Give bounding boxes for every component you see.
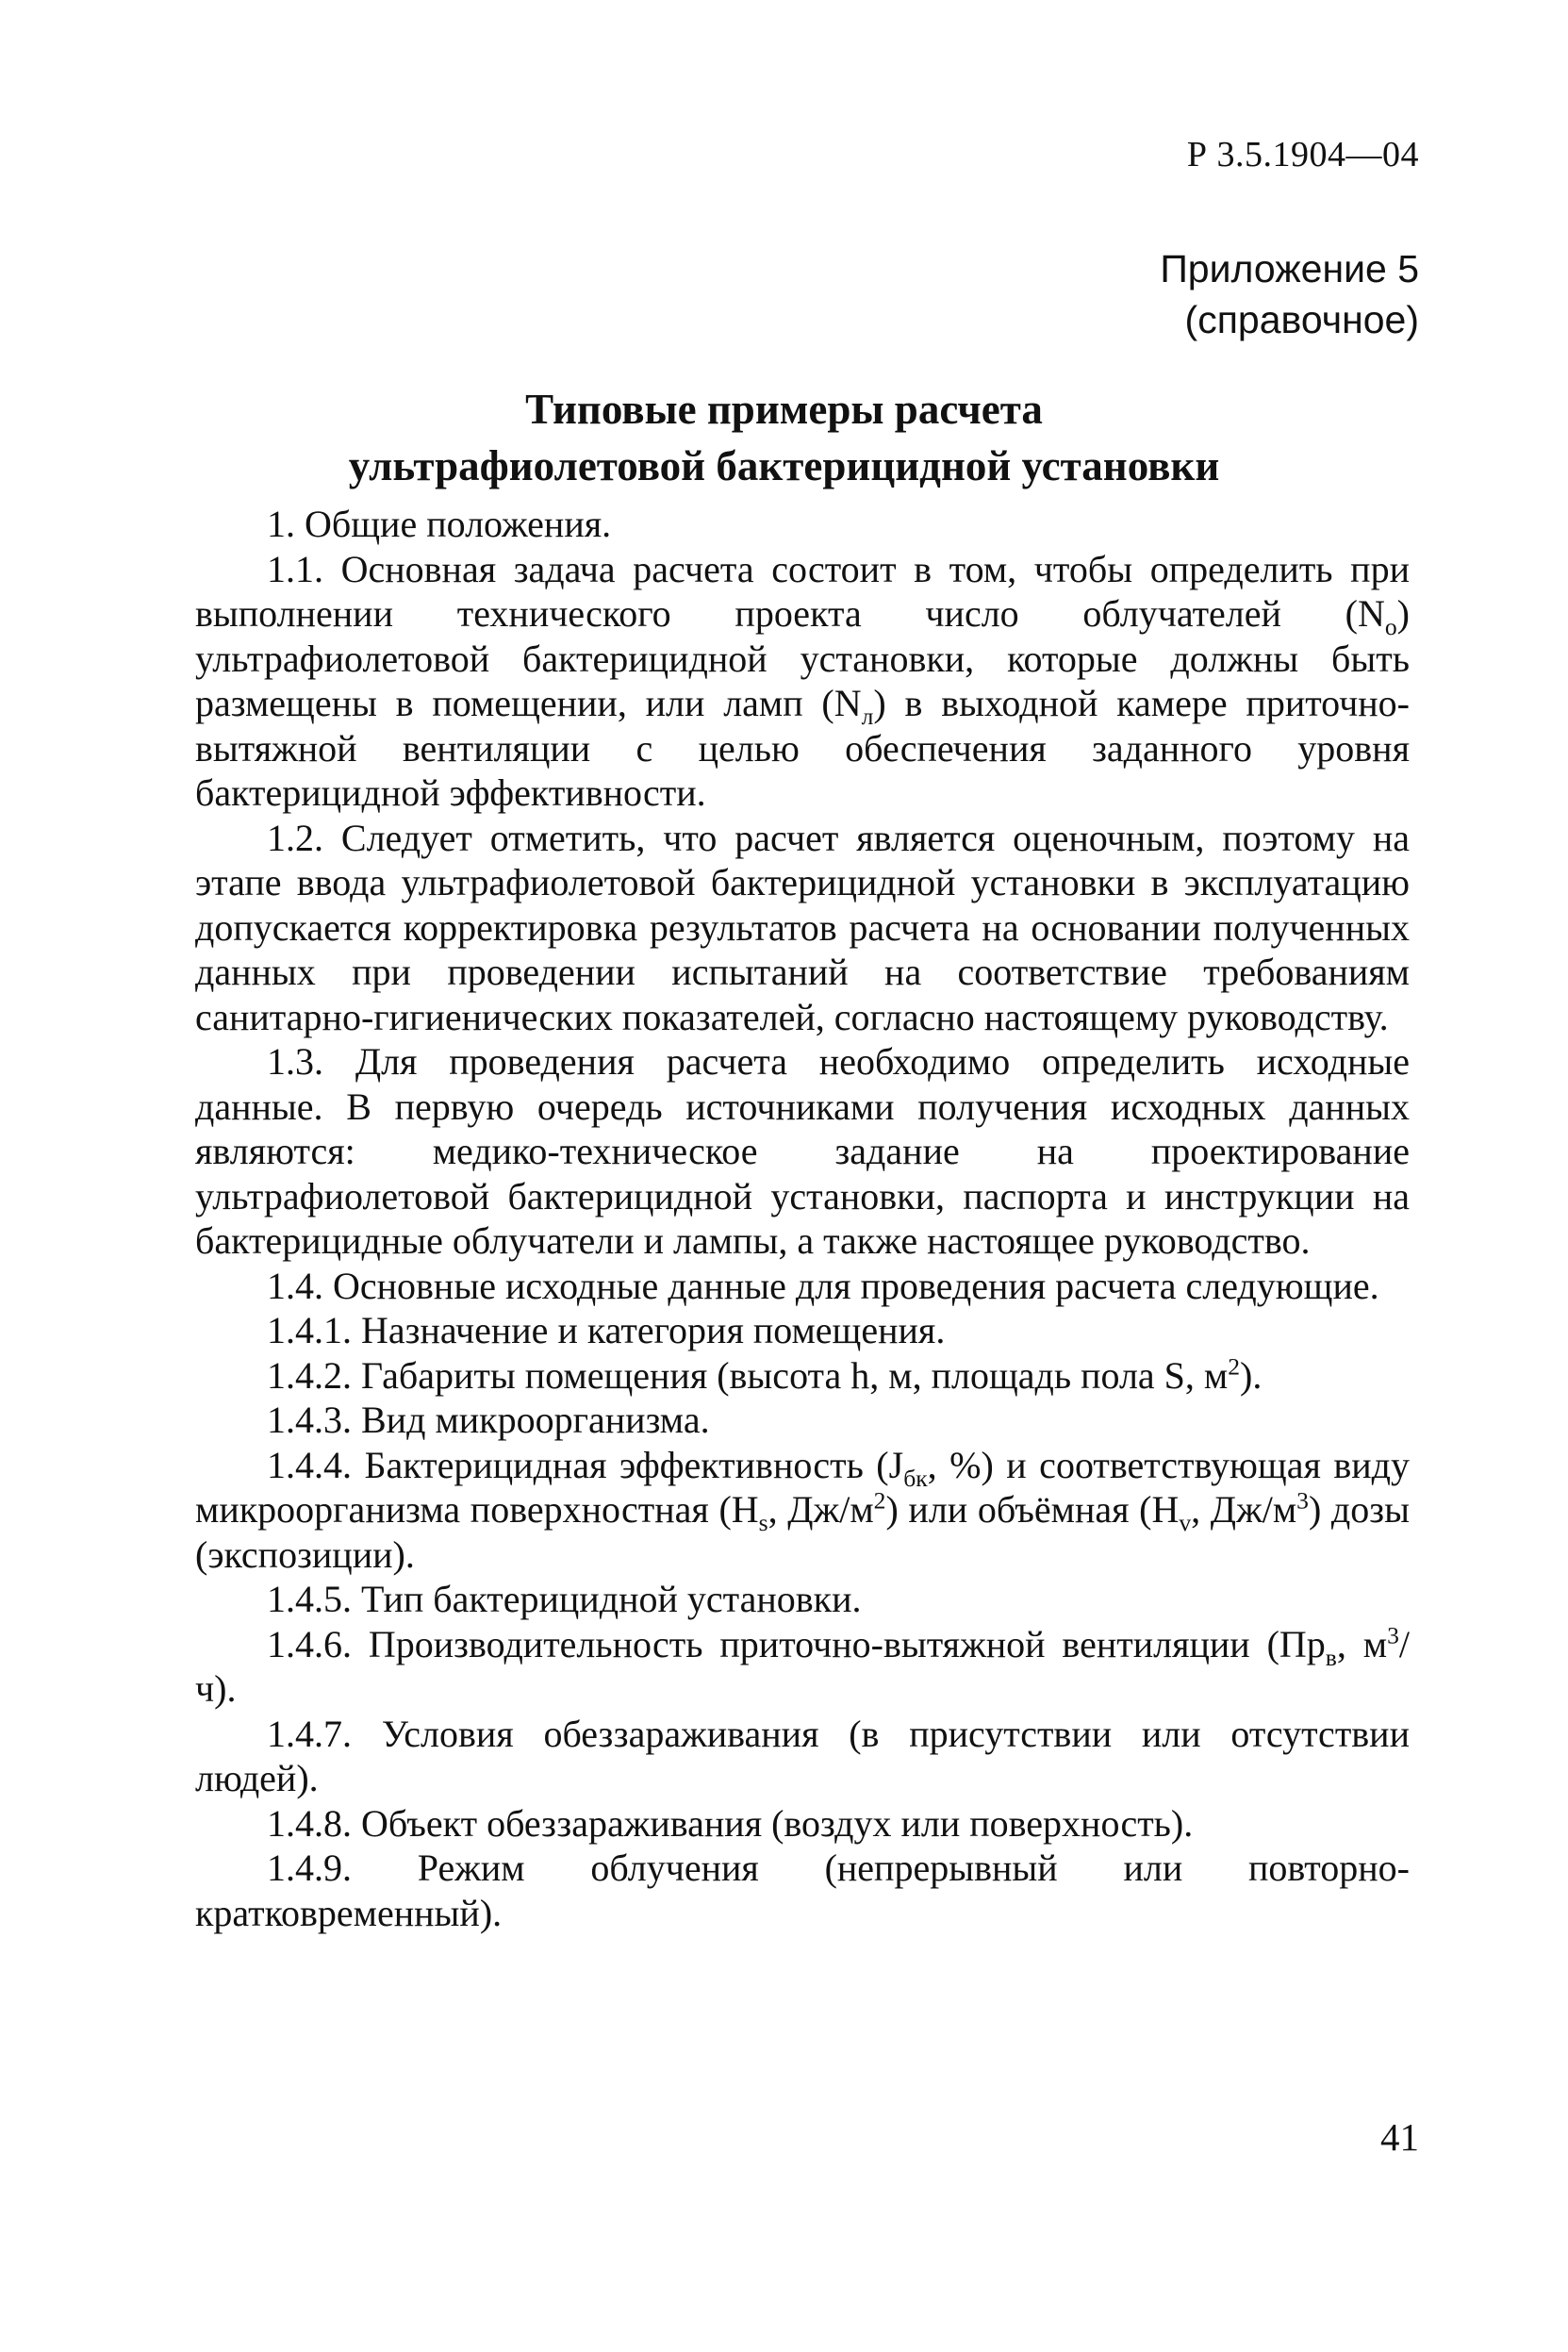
paragraph-1-4: 1.4. Основные исходные данные для проведения расчета следующие. <box>267 1264 1379 1307</box>
paragraph-1-4-2 <box>195 1353 1410 1399</box>
text-run: ) дозы (экспозиции). <box>195 1488 1410 1576</box>
superscript: 3 <box>1387 1621 1399 1649</box>
document-code: Р 3.5.1904—04 <box>1186 135 1419 174</box>
subscript: в <box>1325 1643 1337 1671</box>
title-line-1: Типовые примеры расчета <box>525 386 1043 433</box>
subscript: v <box>1179 1509 1192 1536</box>
text-run: ) ультрафиолетовой бактерицидной установки, которые должны быть размещены в помещении, или ламп (N <box>195 592 1410 724</box>
text-run: 1.4.6. Производительность приточно-вытяжной вентиляции (Пр <box>267 1622 1326 1665</box>
subscript: s <box>758 1509 768 1536</box>
superscript: 2 <box>1228 1352 1241 1381</box>
text-run: ) или объёмная (H <box>885 1488 1180 1531</box>
paragraph-1-3: 1.3. Для проведения расчета необходимо определить исходные данные. В первую очередь источниками получения исходных данных являются: медико-техническое задание на проектирование ультрафиолетовой бактерицидной установки, паспорта и инструкции на бактерицидные облучатели и лампы, а также настоящее руководство. <box>195 1040 1410 1262</box>
paragraph-1-4-6 <box>195 1622 1410 1712</box>
subscript: л <box>861 703 874 730</box>
text-run: 1.4.2. Габариты помещения (высота h, м, площадь пола S, м <box>267 1353 1229 1397</box>
text-run: , Дж/м <box>1191 1488 1297 1531</box>
appendix-label: Приложение 5 <box>1160 247 1419 290</box>
paragraph-1-4-5: 1.4.5. Тип бактерицидной установки. <box>267 1578 862 1620</box>
subscript: о <box>1384 613 1397 640</box>
superscript: 2 <box>873 1486 886 1515</box>
superscript: 3 <box>1296 1486 1309 1515</box>
paragraph-1-2: 1.2. Следует отметить, что расчет является оценочным, поэтому на этапе ввода ультрафиолетовой бактерицидной установки в эксплуатацию допускается корректировка результатов расчета на основании полученных данных при проведении испытаний на соответствие требованиям санитарно-гигиенических показателей, согласно настоящему руководству. <box>195 816 1410 1038</box>
paragraph-1-4-4 <box>195 1443 1410 1578</box>
text-run: , %) и соответствующая виду микроорганизма поверхностная (H <box>195 1443 1410 1531</box>
subscript: бк <box>903 1464 928 1492</box>
section-heading-general: 1. Общие положения. <box>267 503 612 545</box>
document-body <box>195 502 1410 1935</box>
page-number: 41 <box>1380 2115 1419 2159</box>
text-run: , Дж/м <box>767 1488 874 1531</box>
paragraph-1-1 <box>195 547 1410 816</box>
text-run: /ч). <box>195 1622 1411 1710</box>
text-run: , м <box>1336 1622 1388 1665</box>
paragraph-1-4-8: 1.4.8. Объект обеззараживания (воздух или поверхность). <box>267 1801 1194 1845</box>
page-title <box>0 381 1568 494</box>
paragraph-1-4-9: 1.4.9. Режим облучения (непрерывный или повторно-кратковременный). <box>195 1847 1410 1934</box>
text-run: ) в выходной камере приточно-вытяжной вентиляции с целью обеспечения заданного уровня бактерицидной эффективности. <box>195 682 1410 814</box>
paragraph-1-4-3: 1.4.3. Вид микроорганизма. <box>267 1399 710 1441</box>
text-run: 1.1. Основная задача расчета состоит в том, чтобы определить при выполнении технического проекта число облучателей (N <box>195 547 1410 635</box>
paragraph-1-4-1: 1.4.1. Назначение и категория помещения. <box>267 1309 946 1351</box>
appendix-heading <box>1160 243 1419 345</box>
title-line-2: ультрафиолетовой бактерицидной установки <box>348 442 1220 489</box>
text-run: ). <box>1240 1353 1263 1397</box>
text-run: 1.4.4. Бактерицидная эффективность (J <box>267 1443 904 1486</box>
appendix-note: (справочное) <box>1184 298 1419 341</box>
paragraph-1-4-7: 1.4.7. Условия обеззараживания (в присутствии или отсутствии людей). <box>195 1712 1410 1799</box>
